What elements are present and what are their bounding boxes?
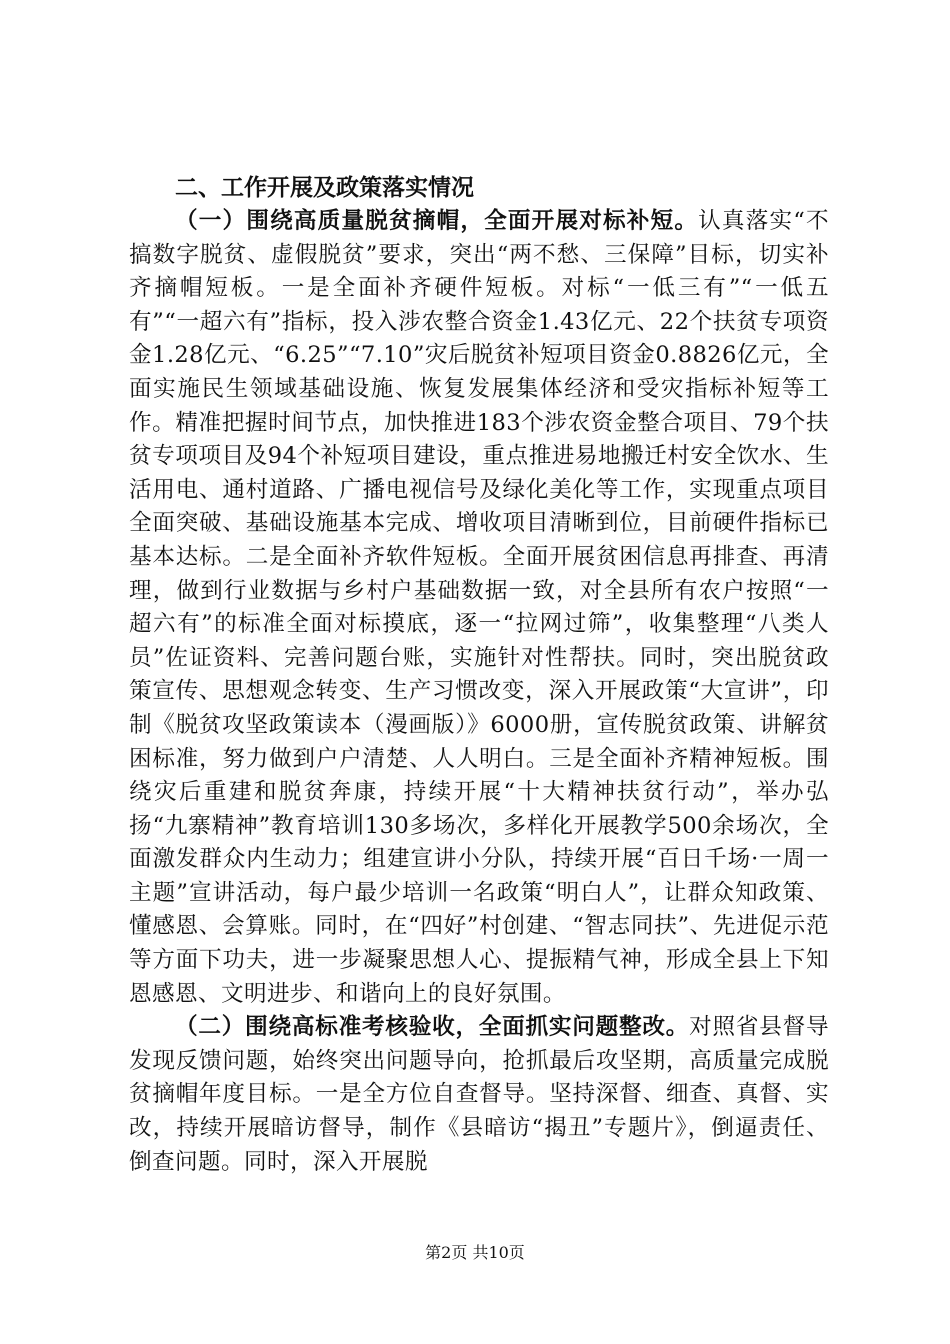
page-footer: 第2页 共10页 — [425, 1243, 525, 1262]
paragraph-1-body: 认真落实“不搞数字脱贫、虚假脱贫”要求，突出“两不愁、三保障”目标，切实补齐摘帽短板。一是全面补齐硬件短板。对标“一低三有”“一低五有”“一超六有”指标，投入涉农整合资金1.43亿元、22个扶贫专项资金1.28亿元、“6.25”“7.10”灾后脱贫补短项目资金0.8826亿元，全面实施民生领域基础设施、恢复发展集体经济和受灾指标补短等工作。精准把握时间节点，加快推进183个涉农资金整合项目、79个扶贫专项项目及94个补短项目建设，重点推进易地搬迁村安全饮水、生活用电、通村道路、广播电视信号及绿化美化等工作，实现重点项目全面突破、基础设施基本完成、增收项目清晰到位，目前硬件指标已基本达标。二是全面补齐软件短板。全面开展贫困信息再排查、再清理，做到行业数据与乡村户基础数据一致，对全县所有农户按照“一超六有”的标准全面对标摸底，逐一“拉网过筛”，收集整理“八类人员”佐证资料、完善问题台账，实施针对性帮扶。同时，突出脱贫政策宣传、思想观念转变、生产习惯改变，深入开展政策“大宣讲”，印制《脱贫攻坚政策读本（漫画版）》6000册，宣传脱贫政策、讲解贫困标准，努力做到户户清楚、人人明白。三是全面补齐精神短板。围绕灾后重建和脱贫奔康，持续开展“十大精神扶贫行动”，举办弘扬“九寨精神”教育培训130多场次，多样化开展教学500余场次，全面激发群众内生动力；组建宣讲小分队，持续开展“百日千场·一周一主题”宣讲活动，每户最少培训一名政策“明白人”，让群众知政策、懂感恩、会算账。同时，在“四好”村创建、“智志同扶”、先进促示范等方面下功夫，进一步凝聚思想人心、提振精气神，形成全县上下知恩感恩、文明进步、和谐向上的良好氛围。 — [129, 208, 829, 1007]
section-heading: 二、工作开展及政策落实情况 — [175, 175, 474, 201]
paragraph-2-body: 对照省县督导发现反馈问题，始终突出问题导向，抢抓最后攻坚期，高质量完成脱贫摘帽年度目标。一是全方位自查督导。坚持深督、细查、真督、实改，持续开展暗访督导，制作《县暗访“揭丑”专题片》，倒逼责任、倒查问题。同时，深入开展脱 — [129, 1014, 829, 1175]
paragraph-2 — [129, 1011, 829, 1179]
paragraph-1-lead: （一）围绕高质量脱贫摘帽，全面开展对标补短。 — [175, 208, 699, 234]
paragraph-2-lead: （二）围绕高标准考核验收，全面抓实问题整改。 — [175, 1014, 690, 1041]
document-body — [129, 171, 829, 1179]
paragraph-1 — [129, 205, 829, 1011]
